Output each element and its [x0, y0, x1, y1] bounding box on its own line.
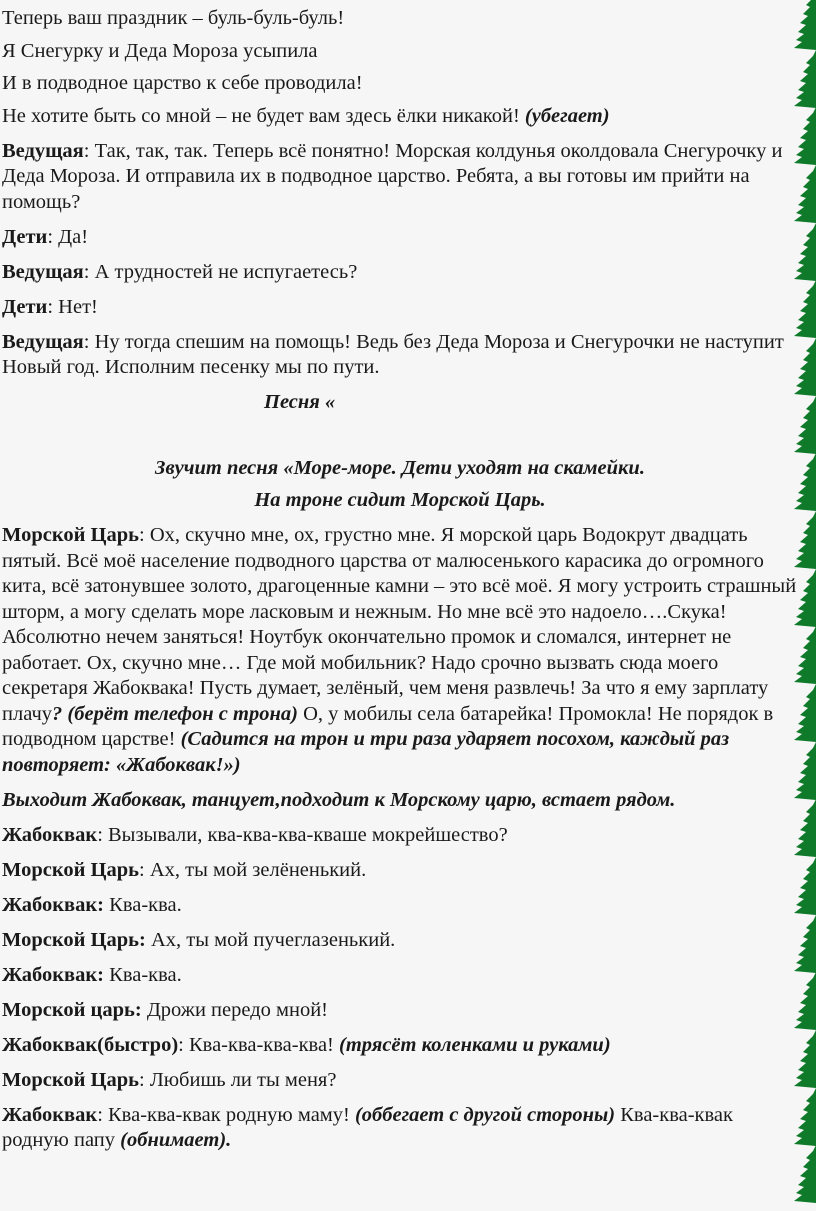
dialogue-text: : Ох, скучно мне, ох, грустно мне. Я морской царь Водокрут двадцать пятый. Всё моё население подводного царства от малюсенького карасика до огромного кита, всё затонувшее золото, драгоценные камни – это всё моё. Я могу устроить страшный шторм, а могу сделать море ласковым и нежным. Но мне всё это надоело….Скука! Абсолютно нечем заняться! Ноутбук окончательно промок и сломался, интернет не работает. Ох, скучно мне… Где мой мобильник? Надо срочно вызвать сюда моего секретаря Жабоквака! Пусть думает, зелёный, чем меня развлечь! За что я ему зарплату плачу	[2, 524, 797, 725]
dialogue-line	[2, 225, 798, 251]
speaker-name: Жабоквак(быстро)	[2, 1033, 179, 1056]
stage-direction: Выходит Жабоквак, танцует,подходит к Морскому царю, встает рядом.	[2, 788, 676, 811]
song-title: Песня «	[264, 391, 336, 413]
speaker-name: Морской Царь:	[2, 928, 146, 951]
dialogue-text: : Ну тогда спешим на помощь! Ведь без Деда Мороза и Снегурочки не наступит Новый год. Исполним песенку мы по пути.	[2, 330, 784, 378]
stage-direction: (трясёт коленками и руками)	[339, 1033, 611, 1056]
verse-text: Я Снегурку и Деда Мороза усыпила	[2, 39, 318, 62]
fir-tree-icon	[792, 0, 816, 50]
dialogue-text: : Ква-ква-квак родную маму!	[97, 1103, 355, 1126]
fir-tree-icon	[792, 1145, 816, 1203]
dialogue-line	[2, 893, 798, 919]
fir-tree-icon	[792, 972, 816, 1030]
stage-direction: Звучит песня «Море-море. Дети уходят на скамейки.	[155, 456, 645, 479]
fir-tree-icon	[792, 626, 816, 684]
fir-tree-icon	[792, 453, 816, 511]
verse-line	[2, 6, 798, 32]
script-text	[2, 6, 798, 1163]
dialogue-line	[2, 330, 798, 381]
dialogue-line	[2, 998, 798, 1024]
verse-text: Не хотите быть со мной – не будет вам здесь ёлки никакой!	[2, 104, 525, 127]
dialogue-text: : Ква-ква-ква-ква!	[178, 1033, 340, 1056]
speaker-name: Ведущая	[2, 260, 84, 283]
dialogue-text: : Вызывали, ква-ква-ква-кваше мокрейшество?	[97, 823, 508, 846]
speaker-name: Морской Царь	[2, 858, 139, 881]
speaker-name: Дети	[2, 225, 48, 248]
stage-direction: (Садится на трон и три раза ударяет посохом, каждый раз повторяет: «Жабоквак!»)	[2, 728, 730, 776]
dialogue-line	[2, 139, 798, 216]
verse-line	[2, 71, 798, 97]
fir-tree-icon	[792, 511, 816, 569]
speaker-name: Морской царь:	[2, 998, 142, 1021]
dialogue-text: : Любишь ли ты меня?	[139, 1068, 337, 1091]
verse-text: Теперь ваш праздник – буль-буль-буль!	[2, 7, 345, 29]
dialogue-line	[2, 963, 798, 989]
dialogue-line	[2, 295, 798, 321]
dialogue-text: О, у мобилы села батарейка! Промокла! Не порядок в подводном царстве!	[2, 702, 774, 750]
fir-tree-icon	[792, 915, 816, 973]
speaker-name: Жабоквак:	[2, 893, 105, 916]
speaker-name: Ведущая	[2, 330, 84, 353]
speaker-name: Жабоквак:	[2, 963, 105, 986]
dialogue-line	[2, 858, 798, 884]
stage-direction: (оббегает с другой стороны)	[354, 1103, 616, 1126]
fir-tree-icon	[792, 338, 816, 396]
fir-tree-border	[790, 0, 816, 1211]
fir-tree-icon	[792, 1030, 816, 1088]
dialogue-text: Ах, ты мой пучеглазенький.	[145, 928, 396, 951]
fir-tree-icon	[792, 1088, 816, 1146]
stage-direction: (убегает)	[524, 104, 610, 127]
fir-tree-icon	[792, 50, 816, 108]
dialogue-text: : А трудностей не испугаетесь?	[83, 260, 358, 283]
dialogue-text: : Так, так, так. Теперь всё понятно! Морская колдунья околдовала Снегурочку и Деда Мороза. И отправила их в подводное царство. Ребята, а вы готовы им прийти на помощь?	[2, 139, 783, 213]
fir-tree-icon	[792, 569, 816, 627]
dialogue-text: : Нет!	[47, 295, 98, 318]
fir-tree-icon	[792, 742, 816, 800]
dialogue-text: Дрожи передо мной!	[141, 998, 328, 1021]
verse-line	[2, 39, 798, 65]
fir-tree-icon	[792, 799, 816, 857]
dialogue-line	[2, 523, 798, 778]
dialogue-text: : Да!	[47, 225, 89, 248]
fir-tree-icon	[792, 396, 816, 454]
stage-direction: На троне сидит Морской Царь.	[254, 489, 546, 511]
fir-tree-icon	[792, 107, 816, 165]
dialogue-line	[2, 1033, 798, 1059]
dialogue-line	[2, 1068, 798, 1094]
dialogue-text: Ква-ква.	[104, 893, 182, 916]
speaker-name: Жабоквак	[2, 823, 98, 846]
verse-text: И в подводное царство к себе проводила!	[2, 72, 363, 94]
dialogue-text: Ква-ква.	[104, 963, 182, 986]
speaker-name: Дети	[2, 295, 48, 318]
stage-direction: (обнимает).	[120, 1129, 232, 1151]
stage-direction: ? (берёт телефон с трона)	[52, 702, 298, 725]
fir-tree-icon	[792, 684, 816, 742]
speaker-name: Ведущая	[2, 139, 84, 162]
fir-tree-icon	[792, 223, 816, 281]
fir-tree-icon	[792, 857, 816, 915]
speaker-name: Жабоквак	[2, 1103, 98, 1126]
verse-line	[2, 104, 798, 130]
dialogue-line	[2, 1103, 798, 1154]
speaker-name: Морской Царь	[2, 524, 139, 546]
dialogue-text: Ква-ква-квак родную папу	[2, 1103, 733, 1151]
dialogue-line	[2, 928, 798, 954]
dialogue-text: : Ах, ты мой зелёненький.	[139, 858, 367, 881]
dialogue-line	[2, 260, 798, 286]
dialogue-line	[2, 823, 798, 849]
speaker-name: Морской Царь	[2, 1068, 139, 1091]
fir-tree-icon	[792, 165, 816, 223]
fir-tree-icon	[792, 280, 816, 338]
